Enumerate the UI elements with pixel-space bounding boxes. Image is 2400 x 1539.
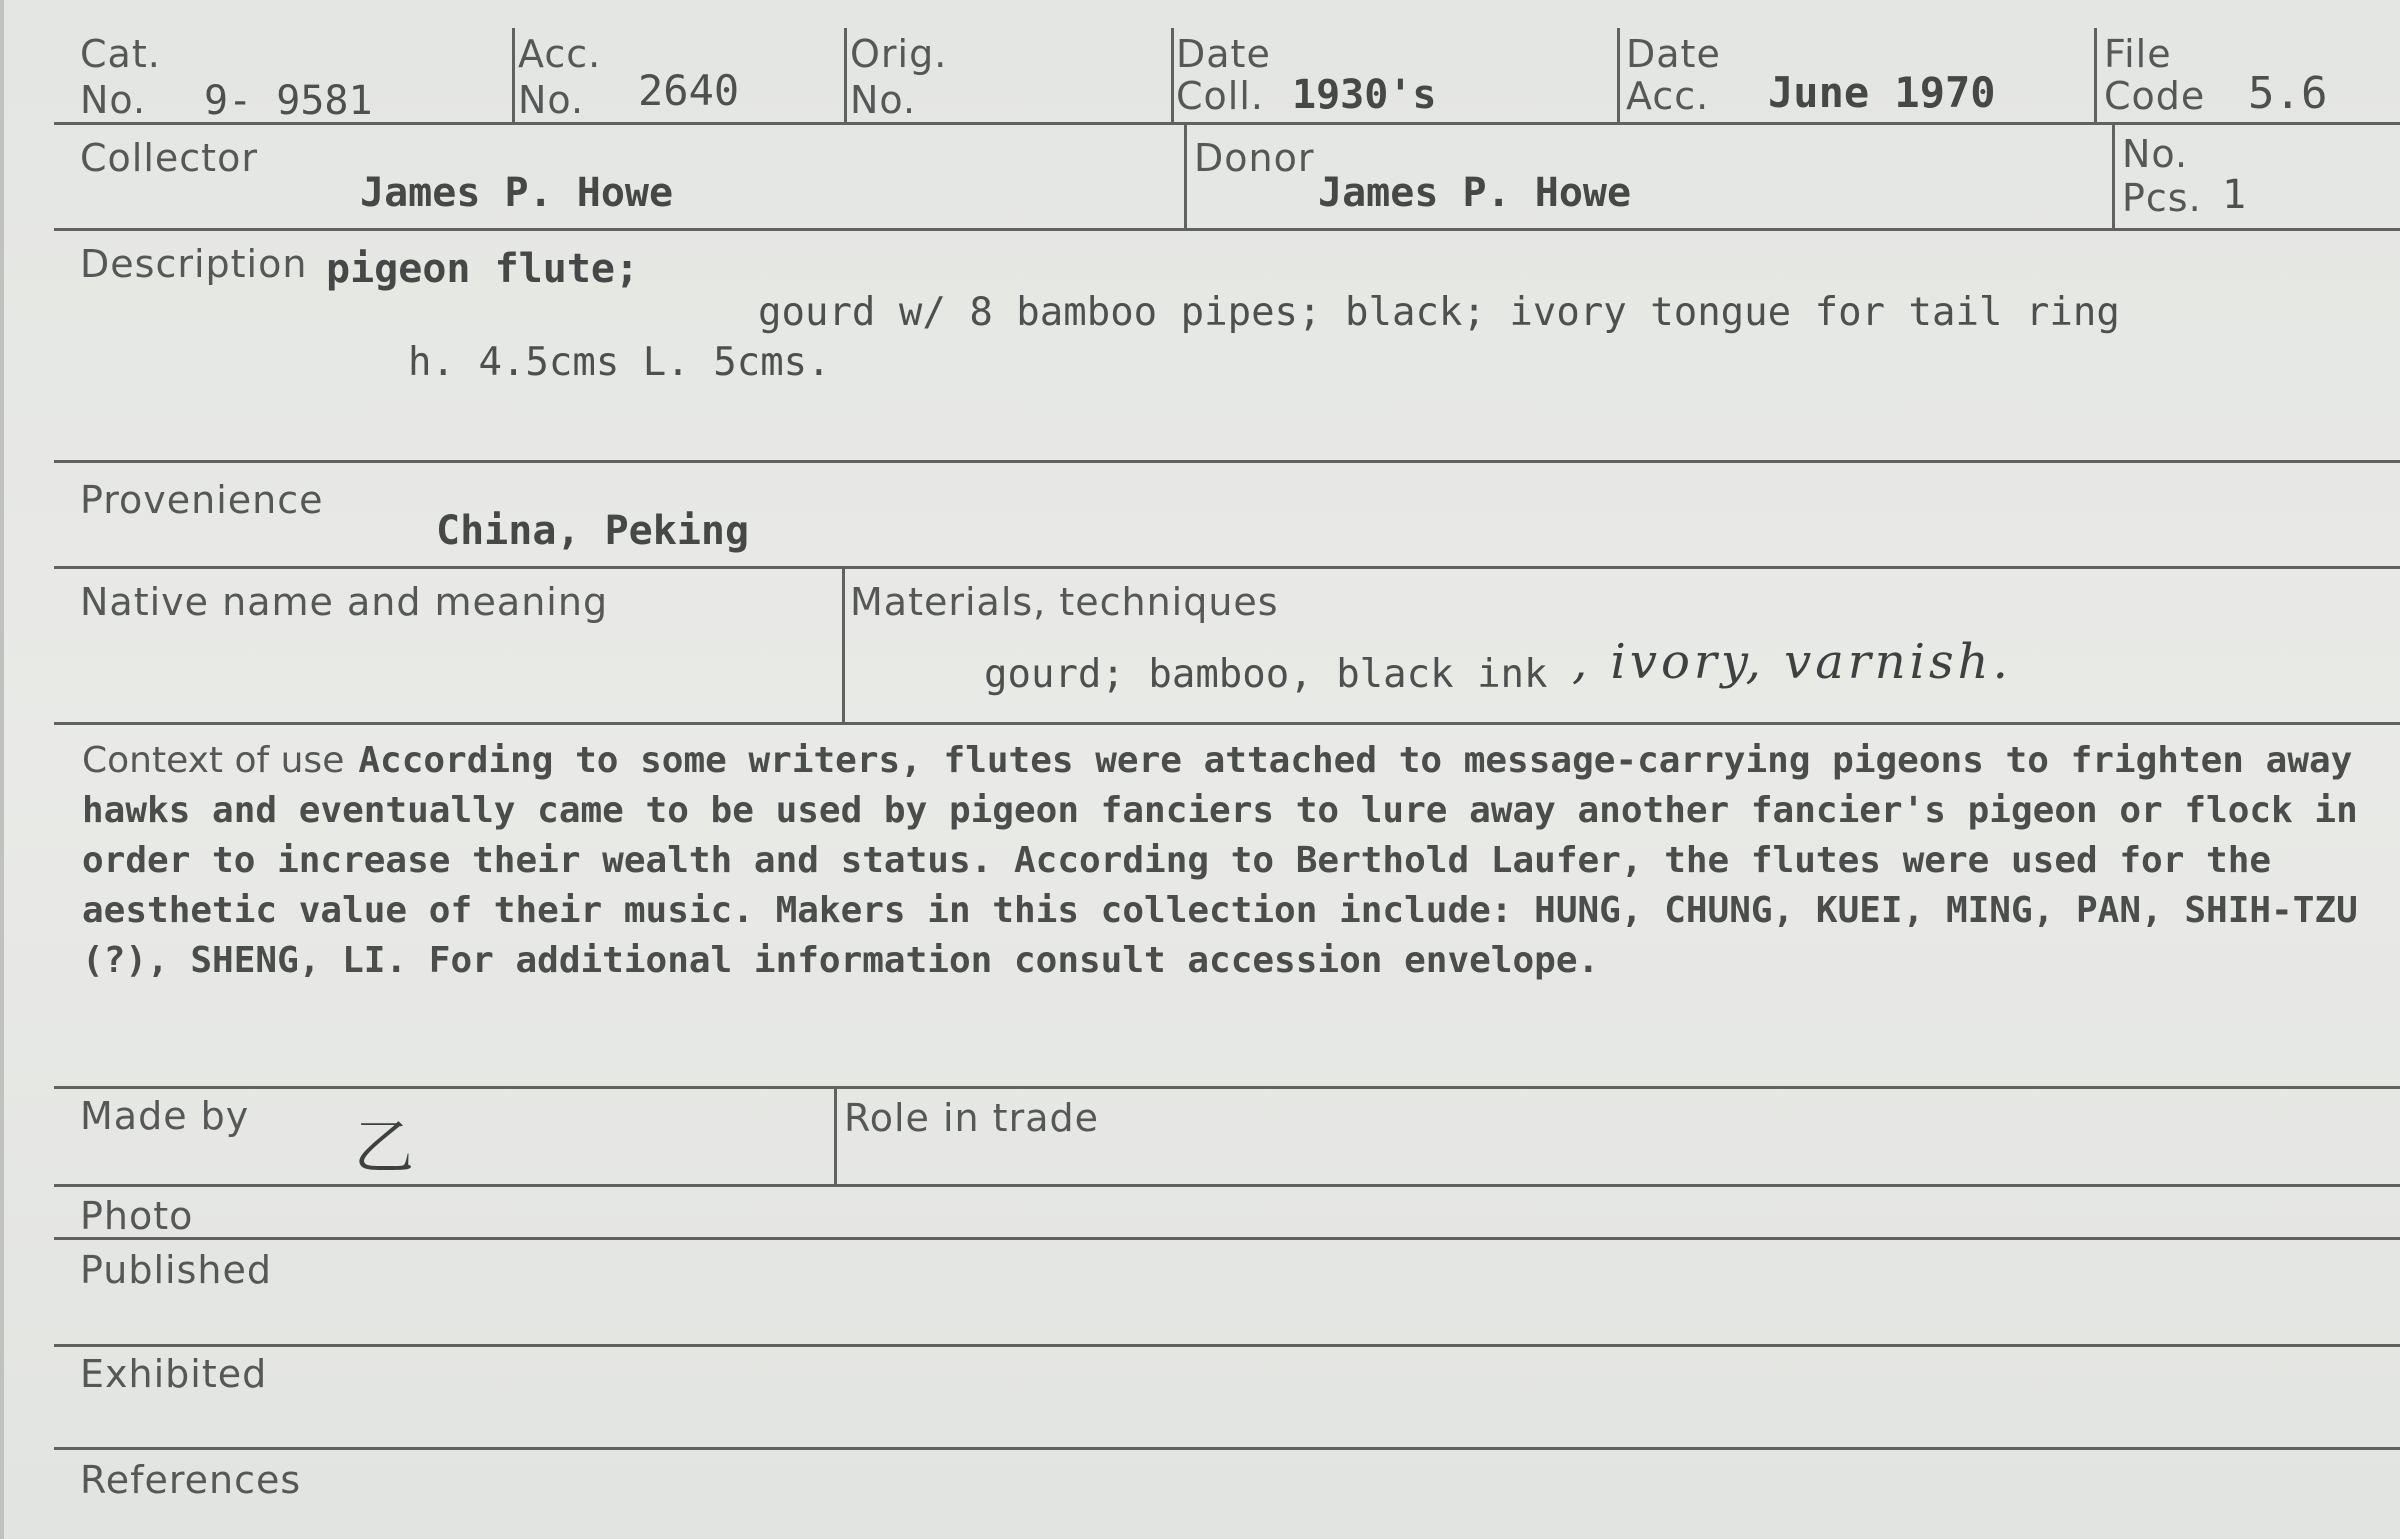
references-label: References bbox=[80, 1458, 302, 1502]
provenience-value: China, Peking bbox=[436, 508, 750, 554]
date-acc-label-1: Date bbox=[1626, 32, 1721, 76]
divider-orig-datecoll bbox=[1171, 28, 1174, 124]
description-label: Description bbox=[80, 242, 308, 286]
pcs-label-1: No. bbox=[2122, 132, 2189, 176]
divider-native-bottom bbox=[54, 722, 2400, 725]
maker-glyph: 乙 bbox=[354, 1113, 418, 1183]
cat-label-1: Cat. bbox=[80, 32, 161, 76]
context-label: Context of use bbox=[82, 740, 345, 781]
pieces-count: 1 bbox=[2222, 172, 2247, 218]
cat-number: 9- 9581 bbox=[204, 78, 373, 124]
date-accessioned: June 1970 bbox=[1768, 68, 1996, 117]
orig-label-2: No. bbox=[850, 78, 917, 122]
photo-label: Photo bbox=[80, 1194, 194, 1238]
donor-label: Donor bbox=[1194, 136, 1315, 180]
acc-label-1: Acc. bbox=[518, 32, 602, 76]
divider-dateacc-filecode bbox=[2094, 28, 2097, 124]
role-in-trade-label: Role in trade bbox=[844, 1096, 1099, 1140]
divider-acc-orig bbox=[844, 28, 847, 124]
materials-label: Materials, techniques bbox=[850, 580, 1279, 624]
description-line-1: gourd w/ 8 bamboo pipes; black; ivory tongue for tail ring bbox=[758, 290, 2120, 335]
divider-description-bottom bbox=[54, 460, 2400, 463]
exhibited-label: Exhibited bbox=[80, 1352, 268, 1396]
date-coll-label-2: Coll. bbox=[1176, 74, 1264, 118]
description-title: pigeon flute; bbox=[326, 246, 640, 292]
divider-collector-donor bbox=[1184, 124, 1187, 230]
date-acc-label-2: Acc. bbox=[1626, 74, 1710, 118]
divider-cat-acc bbox=[512, 28, 515, 124]
divider-provenience-bottom bbox=[54, 566, 2400, 569]
date-coll-label-1: Date bbox=[1176, 32, 1271, 76]
acc-number: 2640 bbox=[638, 66, 740, 115]
divider-madeby-role bbox=[834, 1088, 837, 1186]
materials-typed: gourd; bamboo, black ink bbox=[984, 652, 1548, 697]
native-name-label: Native name and meaning bbox=[80, 580, 609, 624]
collector-label: Collector bbox=[80, 136, 258, 180]
materials-handwritten: , ivory, varnish. bbox=[1572, 634, 2012, 690]
divider-exhibited-bottom bbox=[54, 1447, 2400, 1450]
pcs-label-2: Pcs. bbox=[2122, 176, 2202, 220]
file-code-label-2: Code bbox=[2104, 74, 2206, 118]
file-code-label-1: File bbox=[2104, 32, 2172, 76]
divider-header-bottom bbox=[54, 122, 2400, 125]
orig-label-1: Orig. bbox=[850, 32, 948, 76]
divider-photo-bottom bbox=[54, 1237, 2400, 1240]
divider-datecoll-dateacc bbox=[1617, 28, 1620, 124]
context-text: According to some writers, flutes were attached to message-carrying pigeons to frighten away hawks and eventually came to be used by pigeon fanciers to lure away another fancier's pigeon or flock in order to increase their wealth and status. According to Berthold Laufer, the flutes were used for the aesthetic value of their music. Makers in this collection include: HUNG, CHUNG, KUEI, MING, PAN, SHIH-TZU (?), SHENG, LI. For additional information consult accession envelope. bbox=[82, 740, 2358, 981]
divider-published-bottom bbox=[54, 1344, 2400, 1347]
provenience-label: Provenience bbox=[80, 478, 324, 522]
file-code: 5.6 bbox=[2248, 68, 2328, 119]
published-label: Published bbox=[80, 1248, 272, 1292]
date-collected: 1930's bbox=[1292, 72, 1437, 118]
cat-label-2: No. bbox=[80, 78, 147, 122]
context-of-use bbox=[82, 736, 2382, 986]
collector-name: James P. Howe bbox=[360, 170, 674, 216]
divider-native-materials bbox=[842, 568, 845, 724]
acc-label-2: No. bbox=[518, 78, 585, 122]
donor-name: James P. Howe bbox=[1318, 170, 1632, 216]
divider-context-bottom bbox=[54, 1086, 2400, 1089]
made-by-label: Made by bbox=[80, 1094, 250, 1138]
divider-donor-pcs bbox=[2112, 124, 2115, 230]
divider-row2-bottom bbox=[54, 228, 2400, 231]
description-line-2: h. 4.5cms L. 5cms. bbox=[408, 340, 831, 385]
